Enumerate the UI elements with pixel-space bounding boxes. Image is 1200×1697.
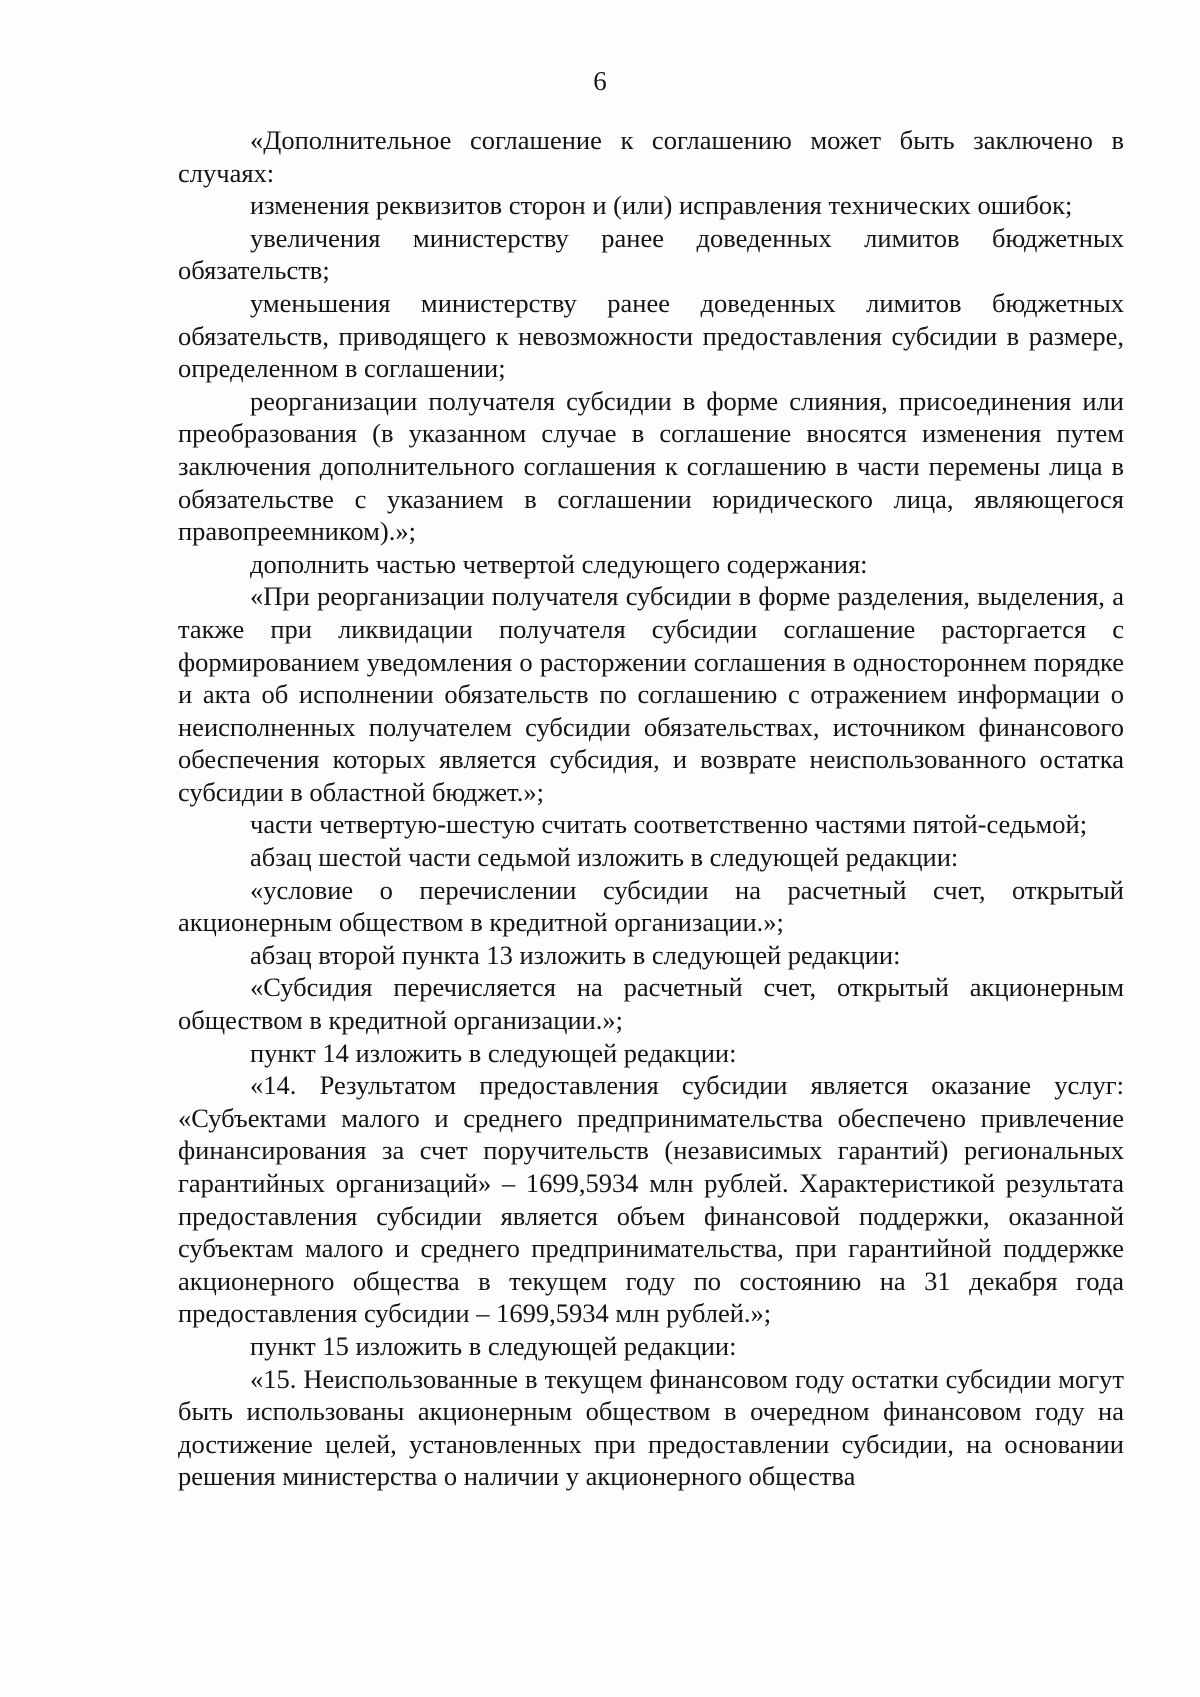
- paragraph: дополнить частью четвертой следующего содержания:: [250, 548, 868, 579]
- paragraph: увеличения министерству ранее доведенных лимитов бюджетных обязательств;: [178, 222, 1124, 286]
- paragraph: части четвертую-шестую считать соответственно частями пятой-седьмой;: [250, 809, 1088, 840]
- paragraph: «условие о перечислении субсидии на расчетный счет, открытый акционерным обществом в кредитной организации.»;: [178, 874, 1124, 938]
- paragraph: пункт 14 изложить в следующей редакции:: [250, 1037, 737, 1068]
- paragraph: «Дополнительное соглашение к соглашению может быть заключено в случаях:: [178, 125, 1124, 188]
- paragraph: «При реорганизации получателя субсидии в форме разделения, выделения, а также при ликвидации получателя субсидии соглашение расторгается с формированием уведомления о расторжении соглашения в одностороннем порядке и акта об исполнении обязательств по соглашению с отражением информации о неисполненных получателем субсидии обязательствах, источником финансового обеспечения которых является субсидия, и возврате неиспользованного остатка субсидии в областной бюджет.»;: [178, 581, 1124, 807]
- document-body: [178, 124, 1124, 1493]
- paragraph: реорганизации получателя субсидии в форме слияния, присоединения или преобразования (в указанном случае в соглашение вносятся изменения путем заключения дополнительного соглашения к соглашению в части перемены лица в обязательстве с указанием в соглашении юридического лица, являющегося правопреемником).»;: [178, 385, 1124, 547]
- paragraph: абзац шестой части седьмой изложить в следующей редакции:: [250, 842, 959, 873]
- paragraph: изменения реквизитов сторон и (или) исправления технических ошибок;: [250, 190, 1073, 221]
- paragraph: абзац второй пункта 13 изложить в следующей редакции:: [250, 939, 901, 970]
- paragraph: пункт 15 изложить в следующей редакции:: [250, 1330, 737, 1361]
- paragraph: «14. Результатом предоставления субсидии является оказание услуг: «Субъектами малого и среднего предпринимательства обеспечено привлечение финансирования за счет поручительств (независимых гарантий) региональных гарантийных организаций» – 1699,5934 млн рублей. Характеристикой результата предоставления субсидии является объем финансовой поддержки, оказанной субъектам малого и среднего предпринимательства, при гарантийной поддержке акционерного общества в текущем году по состоянию на 31 декабря года предоставления субсидии – 1699,5934 млн рублей.»;: [178, 1070, 1124, 1329]
- paragraph: «Субсидия перечисляется на расчетный счет, открытый акционерным обществом в кредитной организации.»;: [178, 972, 1124, 1036]
- page-number: 6: [593, 66, 607, 96]
- paragraph: уменьшения министерству ранее доведенных лимитов бюджетных обязательств, приводящего к невозможности предоставления субсидии в размере, определенном в соглашении;: [178, 287, 1124, 384]
- paragraph: «15. Неиспользованные в текущем финансовом году остатки субсидии могут быть использованы акционерным обществом в очередном финансовом году на достижение целей, установленных при предоставлении субсидии, на основании решения министерства о наличии у акционерного общества: [178, 1363, 1124, 1492]
